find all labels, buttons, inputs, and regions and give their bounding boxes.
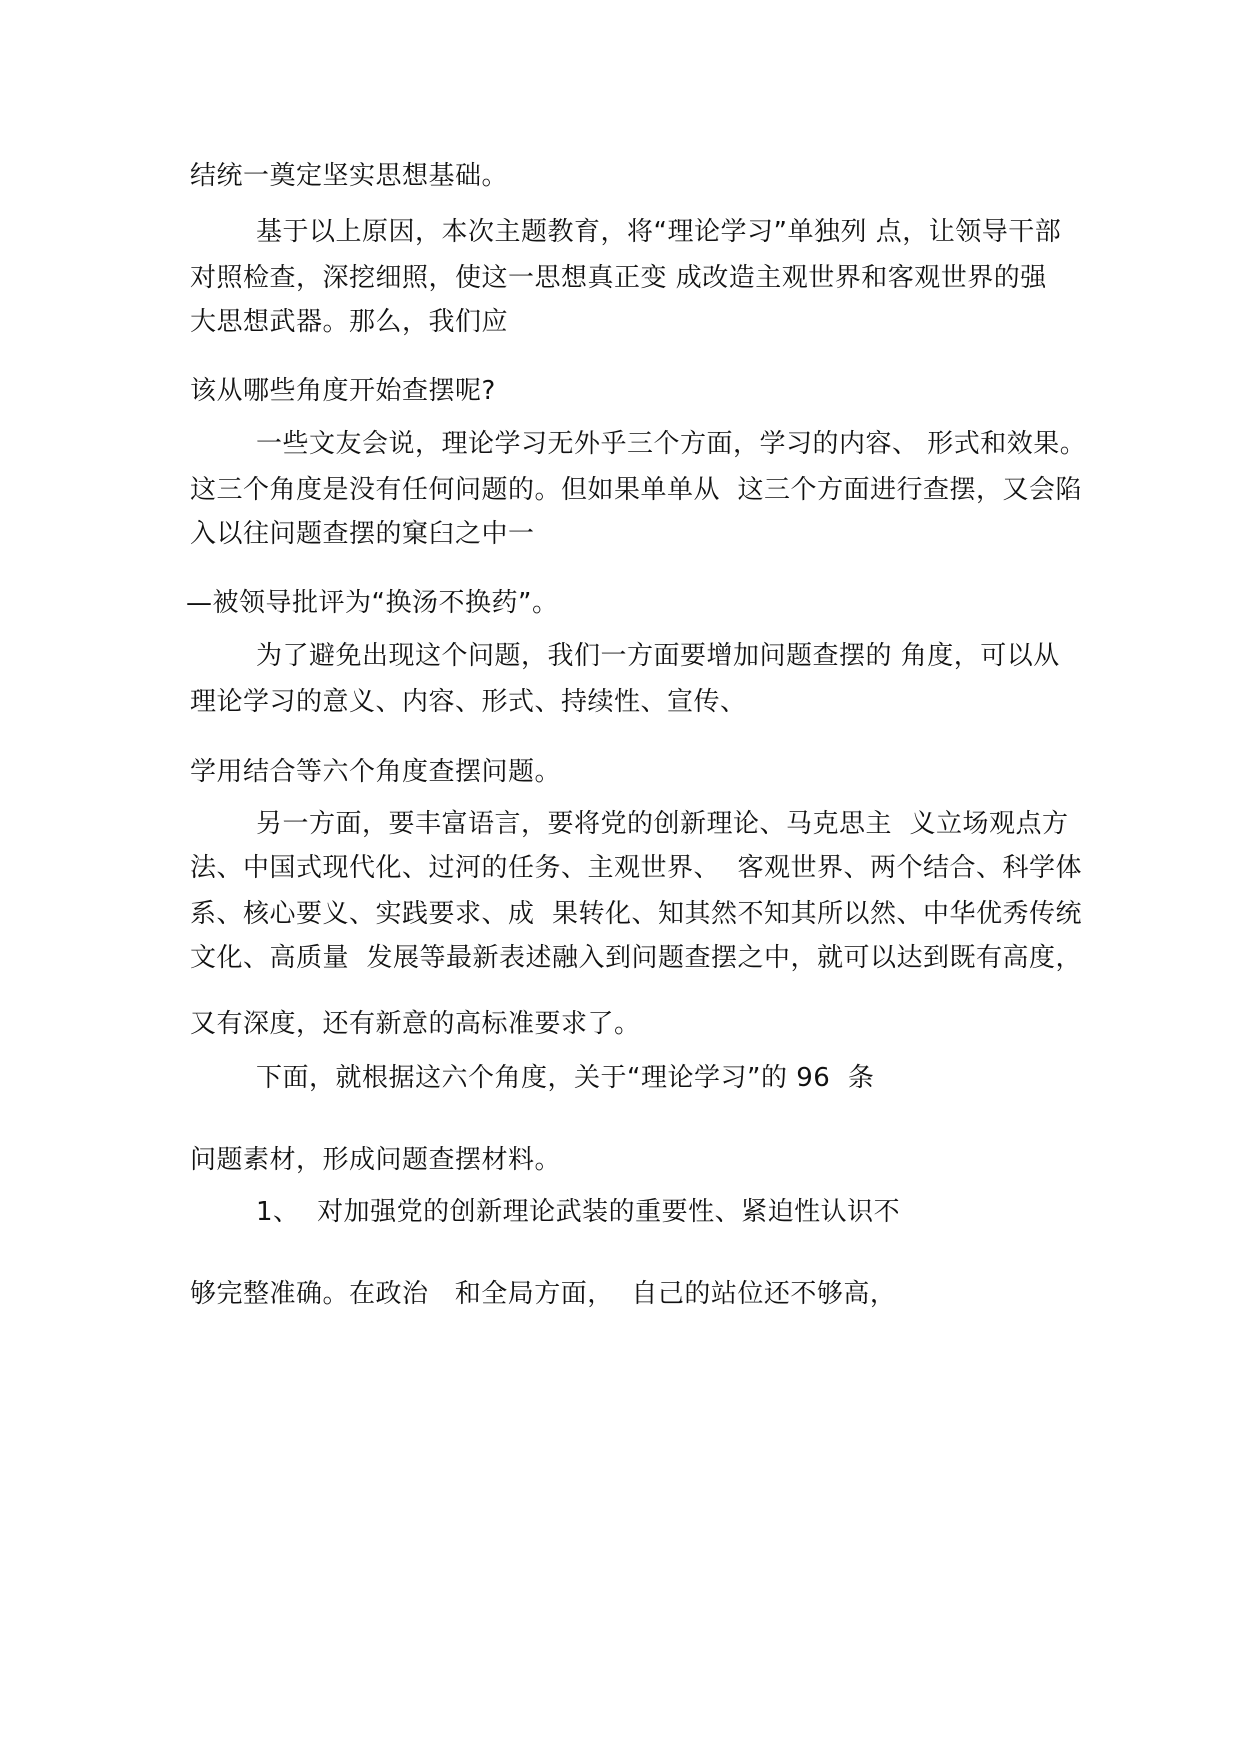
text-line-1: 结统一奠定坚实思想基础。 (190, 161, 509, 191)
text-line-5: 该从哪些角度开始查摆呢? (190, 376, 496, 406)
text-line-18: 下面，就根据这六个角度，关于“理论学习”的 96 条 (256, 1063, 875, 1093)
text-line-9: —被领导批评为“换汤不换药”。 (186, 588, 559, 618)
text-line-2: 基于以上原因，本次主题教育，将“理论学习”单独列 点，让领导干部 (256, 217, 1062, 247)
text-line-15: 系、核心要义、实践要求、成 果转化、知其然不知其所以然、中华优秀传统 (190, 899, 1083, 929)
text-line-21: 够完整准确。在政治 和全局方面， 自己的站位还不够高， (190, 1279, 897, 1309)
text-line-19: 问题素材，形成问题查摆材料。 (190, 1145, 562, 1175)
text-line-17: 又有深度，还有新意的高标准要求了。 (190, 1009, 641, 1039)
text-line-16: 文化、高质量 发展等最新表述融入到问题查摆之中，就可以达到既有高度， (190, 943, 1083, 973)
text-line-12: 学用结合等六个角度查摆问题。 (190, 757, 562, 787)
text-line-10: 为了避免出现这个问题，我们一方面要增加问题查摆的 角度，可以从 (256, 641, 1060, 671)
text-line-3: 对照检查，深挖细照，使这一思想真正变 成改造主观世界和客观世界的强 (190, 263, 1047, 293)
text-line-20: 1、 对加强党的创新理论武装的重要性、紧迫性认识不 (256, 1197, 901, 1227)
text-line-6: 一些文友会说，理论学习无外乎三个方面，学习的内容、 形式和效果。 (256, 429, 1087, 459)
text-line-7: 这三个角度是没有任何问题的。但如果单单从 这三个方面进行查摆，又会陷 (190, 475, 1083, 505)
text-line-11: 理论学习的意义、内容、形式、持续性、宣传、 (190, 687, 747, 717)
text-line-8: 入以往问题查摆的窠臼之中一 (190, 519, 535, 549)
text-line-13: 另一方面，要丰富语言，要将党的创新理论、马克思主 义立场观点方 (256, 809, 1069, 839)
text-line-4: 大思想武器。那么，我们应 (190, 307, 509, 337)
text-line-14: 法、中国式现代化、过河的任务、主观世界、 客观世界、两个结合、科学体 (190, 853, 1083, 883)
